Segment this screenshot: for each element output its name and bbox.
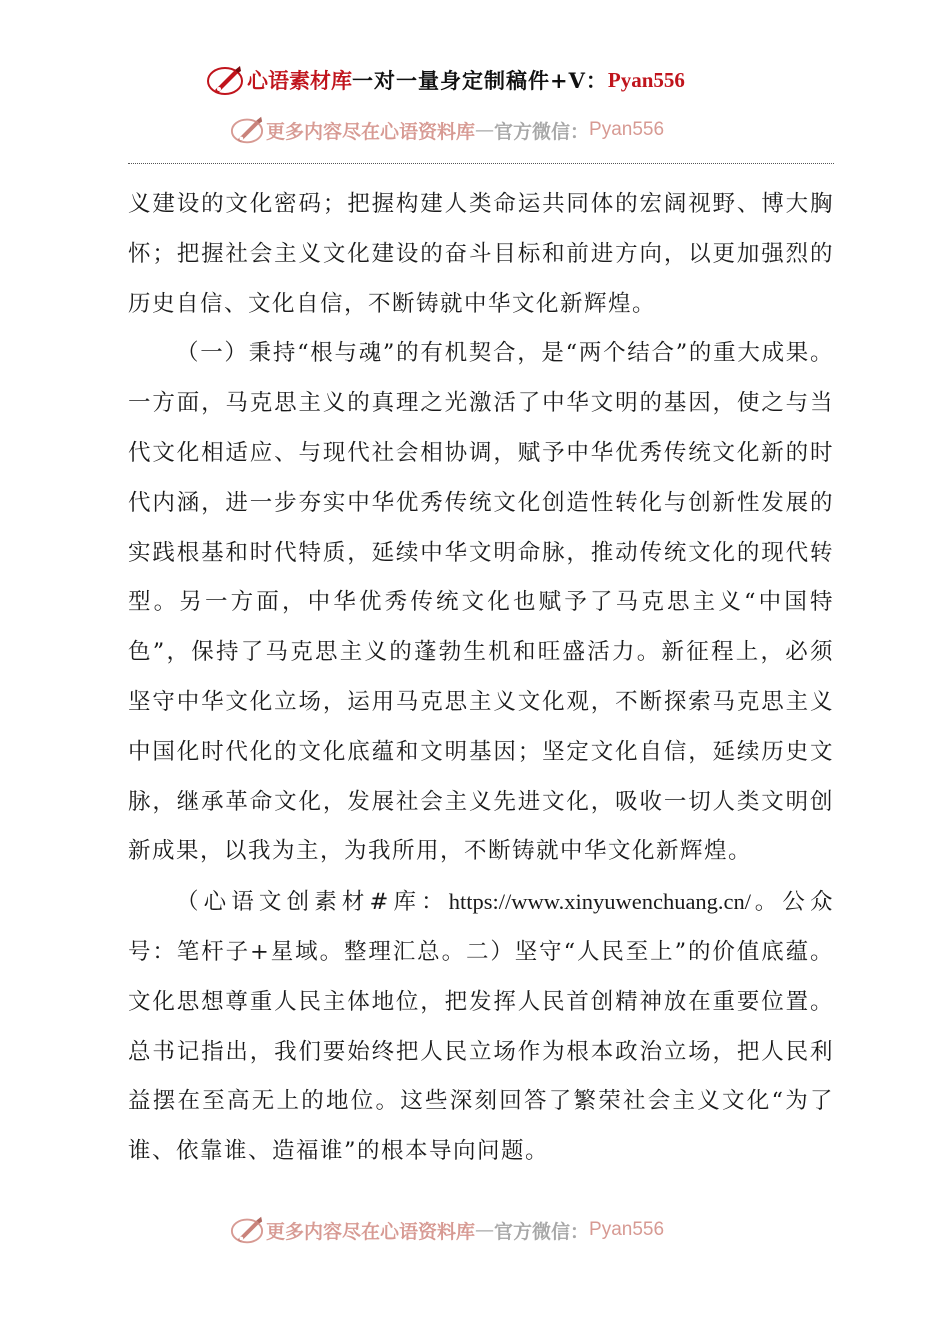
watermark-dash: — [475, 119, 495, 141]
brand-name: 心语素材库 [247, 68, 352, 93]
watermark-text: 更多内容尽在心语资料库 [266, 120, 476, 143]
paragraph: （一）秉持“根与魂”的有机契合，是“两个结合”的重大成果。一方面，马克思主义的真理之光激活了中华文明的基因，使之与当代文化相适应、与现代社会相协调，赋予中华优秀传统文化新的时代内涵，进一步夯实中华优秀传统文化创造性转化与创新性发展的实践根基和时代特质，延续中华文明命脉，推动传统文化的现代转型。另一方面，中华优秀传统文化也赋予了马克思主义“中国特色”，保持了马克思主义的蓬勃生机和旺盛活力。新征程上，必须坚守中华文化立场，运用马克思主义文化观，不断探索马克思主义中国化时代化的文化底蕴和文明基因；坚定文化自信，延续历史文脉，继承革命文化，发展社会主义先进文化，吸收一切人类文明创新成果，以我为主，为我所用，不断铸就中华文化新辉煌。 [128, 340, 834, 865]
pen-nib-logo-icon [228, 1213, 266, 1247]
document-body [128, 180, 834, 1177]
header-banner [205, 60, 765, 100]
header-divider [128, 163, 834, 164]
header-watermark [228, 112, 664, 148]
footer-watermark [228, 1212, 664, 1248]
watermark-label: 官方微信： [494, 120, 590, 143]
watermark-id: Pyan556 [589, 119, 665, 140]
footer-id: Pyan556 [589, 1219, 665, 1240]
paragraph-text: 。公众号：笔杆子+星域。整理汇总。二）坚守“人民至上”的价值底蕴。文化思想尊重人民主体地位，把发挥人民首创精神放在重要位置。总书记指出，我们要始终把人民立场作为根本政治立场，把人民利益摆在至高无上的地位。这些深刻回答了繁荣社会主义文化“为了谁、依靠谁、造福谁”的根本导向问题。 [128, 889, 834, 1165]
header-contact-id: Pyan556 [607, 67, 685, 92]
footer-text: 更多内容尽在心语资料库 [266, 1220, 476, 1243]
pen-nib-logo-icon [228, 113, 266, 147]
source-url-link[interactable]: https://www.xinyuwenchuang.cn/ [448, 889, 752, 915]
paragraph: 义建设的文化密码；把握构建人类命运共同体的宏阔视野、博大胸怀；把握社会主义文化建设的奋斗目标和前进方向，以更加强烈的历史自信、文化自信，不断铸就中华文化新辉煌。 [128, 191, 834, 317]
paragraph [128, 877, 834, 1177]
footer-label: 官方微信： [494, 1220, 590, 1243]
paragraph-source-label: （心语文创素材#库： [176, 889, 449, 916]
pen-nib-logo-icon [205, 62, 245, 98]
footer-dash: — [475, 1219, 495, 1241]
header-tagline: 一对一量身定制稿件+V： [352, 68, 608, 93]
